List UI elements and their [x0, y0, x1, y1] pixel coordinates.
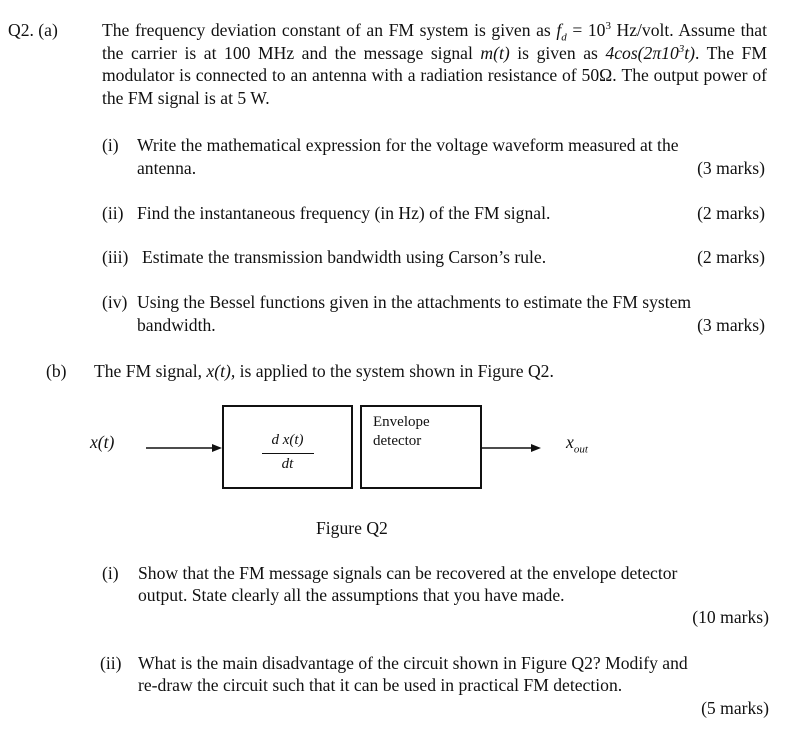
item-text: bandwidth. [137, 315, 216, 335]
input-label: x(t) [90, 432, 115, 452]
output-label: $x_{out}$ [566, 432, 588, 456]
item-number: (ii) [102, 203, 124, 223]
envelope-label-line1: Envelope [373, 414, 430, 430]
marks: (5 marks) [701, 698, 769, 718]
question-label: Q2. (a) [8, 20, 58, 40]
item-text: Find the instantaneous frequency (in Hz) of the FM signal. [137, 203, 551, 223]
item-number: (iii) [102, 247, 129, 267]
derivative-numerator: d x(t) [271, 432, 304, 448]
item-number: (ii) [100, 653, 122, 673]
fraction-bar [262, 453, 314, 454]
item-text: antenna. [137, 158, 197, 178]
envelope-detector-block [360, 405, 482, 489]
envelope-label-line2: detector [373, 433, 422, 449]
part-b-label: (b) [46, 361, 67, 381]
item-number: (iv) [102, 292, 128, 312]
item-text: Write the mathematical expression for the voltage waveform measured at the [137, 135, 679, 155]
part-b-text: The FM signal, x(t), is applied to the system shown in Figure Q2. [94, 361, 554, 381]
question-intro: The frequency deviation constant of an FM system is given as $f_d = 10^3$ Hz/volt. Assume that the carrier is at 100 MHz and the message signal m(t) is given as $4\cos(2\pi 10^3t)$. The FM modulator is connected to an antenna with a radiation resistance of 50Ω. The output power of the FM signal is at 5 W. [102, 20, 767, 108]
marks: (10 marks) [692, 607, 769, 627]
item-text: What is the main disadvantage of the circuit shown in Figure Q2? Modify and [138, 653, 688, 673]
differentiator-block [222, 405, 353, 489]
output-arrow-head [531, 444, 541, 452]
marks: (3 marks) [697, 158, 765, 178]
item-number: (i) [102, 135, 119, 155]
item-text: re-draw the circuit such that it can be used in practical FM detection. [138, 675, 623, 695]
marks: (2 marks) [697, 247, 765, 267]
item-number: (i) [102, 563, 119, 583]
marks: (3 marks) [697, 315, 765, 335]
figure-caption: Figure Q2 [316, 518, 388, 538]
marks: (2 marks) [697, 203, 765, 223]
item-text: Using the Bessel functions given in the attachments to estimate the FM system [137, 292, 692, 312]
item-text: Estimate the transmission bandwidth using Carson’s rule. [142, 247, 547, 267]
derivative-denominator: dt [281, 456, 294, 472]
item-text: output. State clearly all the assumptions that you have made. [138, 585, 565, 605]
input-arrow-head [212, 444, 222, 452]
item-text: Show that the FM message signals can be recovered at the envelope detector [138, 563, 678, 583]
